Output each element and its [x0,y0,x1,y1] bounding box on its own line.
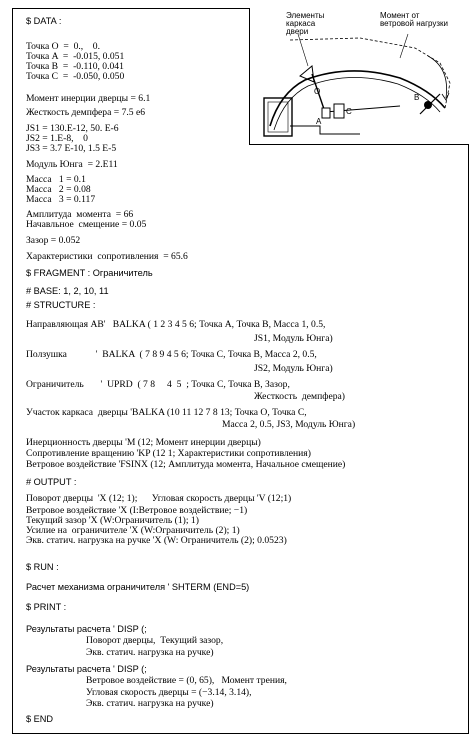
point-b-line: Точка B = -0.110, 0.041 [26,61,124,72]
guide-line: Направляющая AB' BALKA ( 1 2 3 4 5 6; Точка A, Точка B, Масса 1, 0.5, [26,319,326,330]
print1-items-2: Экв. статич. нагрузка на ручке) [86,647,214,658]
point-a-line: Точка A = -0.015, 0.051 [26,51,125,62]
leader-frame [298,34,308,66]
bottom-mount [290,126,360,134]
js1-line: JS1 = 130.E-12, 50. E-6 [26,123,119,134]
joint-b [424,101,432,109]
moment-arrow [428,56,447,98]
output-load-line: Экв. статич. нагрузка на ручке 'X (W: Ограничитель (2); 0.0523) [26,535,287,546]
point-c-line: Точка C = -0.050, 0.050 [26,71,125,82]
output-gap-line: Текущий зазор 'X (W:Ограничитель (1); 1) [26,515,199,526]
slider-line: Ползушка ' BALKA ( 7 8 9 4 5 6; Точка C, Точка B, Масса 2, 0.5, [26,349,317,360]
wind-line: Ветровое воздействие 'FSINX (12; Амплитуда момента, Начальное смещение) [26,459,346,470]
moment-arrowhead [442,93,449,100]
print2-line: Результаты расчета ' DISP (; [26,664,147,674]
damper-line: Жесткость демпфера = 7.5 e6 [26,107,146,118]
slider-a [322,108,330,118]
guide-line-cont: JS1, Модуль Юнга) [254,333,333,344]
slider-c [334,104,344,118]
print1-items: Поворот дверцы, Текущий зазор, [86,635,224,646]
js2-line: JS2 = 1.E-8, 0 [26,133,88,144]
mechanism-diagram [249,8,469,145]
resistance-line: Характеристики сопротивления = 65.6 [26,251,188,262]
fragment-heading: $ FRAGMENT : Ограничитель [26,268,153,278]
run-line: Расчет механизма ограничителя ' SHTERM (END=5) [26,582,250,592]
label-point-o: O [314,87,321,96]
output-rotation-line: Поворот дверцы 'X (12; 1); Угловая скорость дверцы 'V (12;1) [26,493,292,504]
label-frame-2: каркаса [286,19,316,28]
print2-items-3: Экв. статич. нагрузка на ручке) [86,698,214,709]
run-heading: $ RUN : [26,562,59,572]
offset-line: Начавльное смещение = 0.05 [26,219,147,230]
limiter-line-cont: Жесткость демпфера) [254,391,345,402]
end-line: $ END [26,714,54,724]
base-line: # BASE: 1, 2, 10, 11 [26,286,109,296]
frame-section-line: Участок каркаса дверцы 'BALKA (10 11 12 7 8 13; Точка O, Точка C, [26,407,307,418]
print2-items-2: Угловая скорость дверцы = (−3.14, 3.14), [86,687,252,698]
inertia-line: Момент инерции дверцы = 6.1 [26,93,151,104]
print-heading: $ PRINT : [26,602,67,612]
young-line: Модуль Юнга = 2.E11 [26,159,118,170]
js3-line: JS3 = 3.7 E-10, 1.5 E-5 [26,143,117,154]
limiter-line: Ограничитель ' UPRD ( 7 8 4 5 ; Точка C, Точка B, Зазор, [26,379,290,390]
rotation-resistance-line: Сопротивление вращению 'KP (12 1; Характеристики сопротивления) [26,448,311,459]
label-point-c: C [346,107,352,116]
gap-line: Зазор = 0.052 [26,235,81,246]
data-heading: $ DATA : [26,16,62,26]
mechanism-drawing [250,8,470,145]
inertia-element-line: Инерционность дверцы 'M (12; Момент инерции дверцы) [26,437,261,448]
frame-section-line-cont: Масса 2, 0.5, JS3, Модуль Юнга) [222,419,356,430]
print2-items: Ветровое воздействие = (0, 65), Момент трения, [86,675,287,686]
label-frame-1: Элементы [286,11,325,20]
label-frame-3: двери [286,27,309,36]
label-moment-2: ветровой нагрузки [380,19,448,28]
label-point-b: B [414,93,420,102]
output-wind-line: Ветровое воздействие 'X (I:Ветровое воздействие; −1) [26,505,248,516]
label-moment-1: Момент от [380,11,420,20]
mass3-line: Масса 3 = 0.117 [26,194,96,205]
label-point-a: A [316,117,322,126]
door-contour [290,38,450,108]
mass2-line: Масса 2 = 0.08 [26,184,91,195]
output-heading: # OUTPUT : [26,477,77,487]
mass1-line: Масса 1 = 0.1 [26,174,86,185]
leader-moment [400,34,408,58]
point-o-line: Точка O = 0., 0. [26,41,100,52]
structure-heading: # STRUCTURE : [26,300,96,310]
output-force-line: Усилие на ограничителе 'X (W:Ограничитель (2); 1) [26,525,240,536]
slider-line-cont: JS2, Модуль Юнга) [254,363,333,374]
amplitude-line: Амплитуда момента = 66 [26,209,134,220]
print1-line: Результаты расчета ' DISP (; [26,624,147,634]
